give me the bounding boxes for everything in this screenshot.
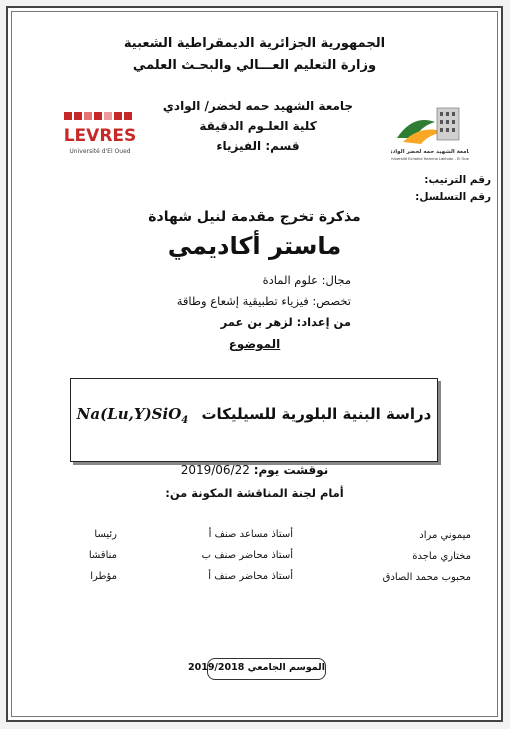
specialty-line: تخصص: فيزياء تطبيقية إشعاع وطاقة [176, 294, 351, 308]
ministry-line: وزارة التعليم العـــالي والبحـث العلمي [132, 58, 377, 73]
topic-formula: Na(Lu,Y)SiO$_4$ [76, 405, 189, 426]
defense-date-line [8, 463, 501, 477]
thesis-topic [71, 405, 437, 426]
academic-year-box [187, 658, 326, 680]
university-logo [391, 102, 469, 164]
member-role: مؤطرا [90, 571, 117, 582]
academic-year: الموسم الجامعي 2019/2018 [187, 662, 325, 673]
republic-line: الجمهورية الجزائرية الديمقراطية الشعبية [123, 36, 386, 51]
member-rank: أستاذ محاضر صنف ب [201, 550, 293, 561]
degree-title: ماستر أكاديمي [167, 232, 342, 260]
member-role: رئيسا [94, 529, 117, 540]
faculty-name: كلية العلـوم الدقيقة [199, 119, 317, 133]
member-name: مختاري ماجدة [412, 551, 471, 562]
author-line: من إعداد: لزهر بن عمر [220, 315, 351, 329]
levres-wordmark: LEVRES [63, 126, 137, 146]
defense-date-label: نوقشت يوم: [253, 463, 329, 477]
member-rank: أستاذ محاضر صنف أ [208, 571, 293, 582]
levres-logo [60, 110, 140, 160]
field-line: مجال: علوم المادة [262, 273, 351, 287]
member-role: مناقشا [88, 550, 117, 561]
thesis-intro: مذكرة تخرج مقدمة لنيل شهادة [148, 209, 361, 225]
univ-caption-fr: Université Echahid Hamma Lakhdar - El Oued [391, 157, 469, 161]
member-name: ميموني مراد [419, 530, 471, 541]
topic-arabic: دراسة البنية البلورية للسيليكات [201, 405, 432, 423]
univ-caption-ar: جامعة الشهيد حمه لخضر الوادي [391, 149, 469, 155]
committee-label: أمام لجنة المناقشة المكونة من: [165, 486, 344, 500]
department-name: قسم: الفيزياء [216, 139, 300, 153]
levres-subtitle: Université d'El Oued [69, 148, 131, 155]
order-number-label: رقم الترتيب: [424, 174, 491, 186]
member-name: محبوب محمد الصادق [382, 572, 471, 583]
thesis-title-box [70, 378, 438, 462]
defense-date: 2019/06/22 [180, 463, 250, 477]
serial-number-label: رقم التسلسل: [415, 191, 491, 203]
university-name: جامعة الشهيد حمه لخضر/ الوادي [162, 99, 354, 113]
page [6, 6, 503, 722]
member-rank: أستاذ مساعد صنف أ [208, 529, 293, 540]
subject-label: الموضوع [228, 337, 281, 351]
